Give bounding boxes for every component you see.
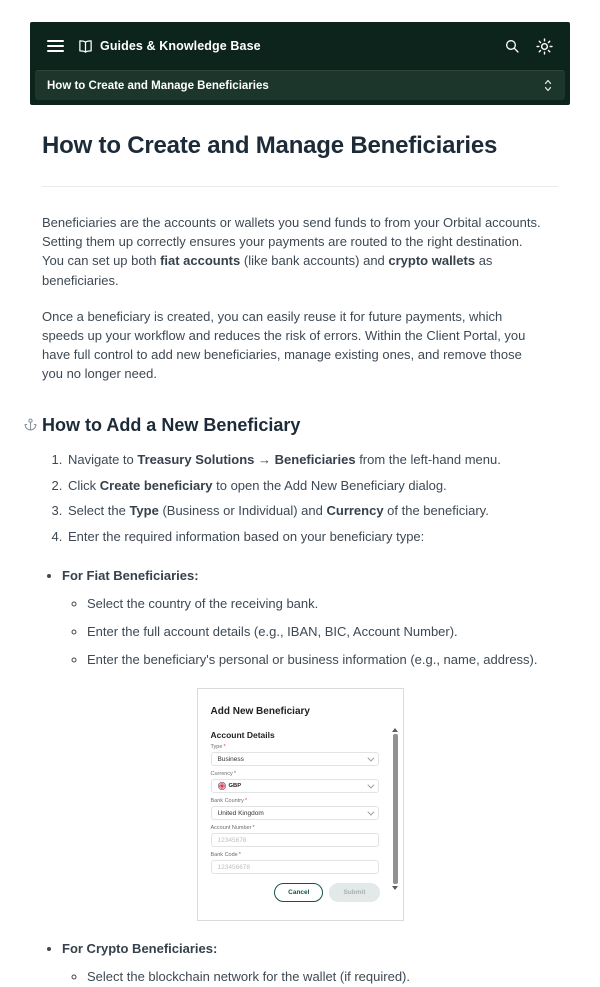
hamburger-icon [47,40,64,52]
page-selector-label: How to Create and Manage Beneficiaries [47,79,269,92]
field-account-number [211,825,390,847]
step-item: 1. Navigate to Treasury Solutions → Beneficiaries from the left-hand menu. [66,451,558,470]
add-beneficiary-dialog [198,689,403,920]
currency-select: GBP [211,779,379,793]
app-header [30,22,570,105]
bank-country-select: United Kingdom [211,806,379,820]
fiat-beneficiaries-list [42,567,558,669]
list-item: ◦ Select the country of the receiving bank. [87,595,558,614]
field-label: Bank Code [210,852,238,859]
page-title: How to Create and Manage Beneficiaries [42,132,498,159]
section-heading-text: How to Add a New Beneficiary [42,414,301,435]
crypto-label: For Crypto Beneficiaries: [62,941,218,957]
scroll-up-icon [392,728,398,732]
required-mark: * [244,798,247,805]
type-select: Business [211,752,379,766]
book-icon [78,40,93,53]
page-selector[interactable] [35,70,565,100]
scroll-down-icon [392,886,398,890]
list-item [62,567,558,669]
app-title: Guides & Knowledge Base [100,39,261,53]
theme-toggle-button[interactable] [536,38,553,55]
list-item: ◦ Enter the beneficiary's personal or business information (e.g., name, address). [87,651,558,670]
field-label: Type [210,744,223,751]
dialog-screenshot-image [197,688,404,921]
search-button[interactable] [504,38,520,54]
uk-flag-icon [218,782,226,790]
required-mark: * [238,852,241,859]
required-mark: * [223,744,226,751]
chevron-down-icon [367,781,374,788]
divider [42,186,558,187]
step-item: 4. Enter the required information based on your beneficiary type: [66,528,558,547]
steps-list [42,451,558,547]
submit-button: Submit [329,883,379,902]
chevron-down-icon [367,754,374,761]
field-label: Currency [210,771,233,778]
article [0,132,600,987]
step-item: 2. Click Create beneficiary to open the Add New Beneficiary dialog. [66,477,558,496]
list-item [62,940,558,987]
dialog-actions [211,883,390,902]
crypto-beneficiaries-list [42,940,558,987]
intro-paragraph-2: Once a beneficiary is created, you can easily reuse it for future payments, which speeds up your workflow and reduces the risk of errors. Within the Client Portal, you have full control to add new beneficiaries, manage existing ones, and remove those you no longer need. [42,308,526,382]
section-heading [42,415,558,436]
search-icon [504,38,520,54]
required-mark: * [252,825,255,832]
sun-icon [536,38,553,55]
bank-code-input: 123456678 [211,860,379,874]
list-item: ◦ Enter the full account details (e.g., IBAN, BIC, Account Number). [87,623,558,642]
fiat-label: For Fiat Beneficiaries: [62,568,199,584]
required-mark: * [233,771,236,778]
step-item: 3. Select the Type (Business or Individual) and Currency of the beneficiary. [66,502,558,521]
anchor-icon[interactable] [24,418,37,431]
chevron-down-icon [367,808,374,815]
menu-button[interactable] [47,40,64,52]
account-number-input: 12345678 [211,833,379,847]
field-label: Account Number [210,825,252,832]
field-currency [211,771,390,793]
cancel-button: Cancel [274,883,323,902]
list-item: ◦ Select the blockchain network for the wallet (if required). [87,968,558,987]
app-title-group [78,39,261,53]
field-bank-country [211,798,390,820]
dialog-section-title: Account Details [210,730,275,741]
field-label: Bank Country [210,798,244,805]
scrollbar-thumb [393,734,398,884]
dialog-title: Add New Beneficiary [210,706,310,718]
dialog-scrollbar [392,728,399,890]
field-bank-code [211,852,390,874]
header-top-bar [30,22,570,70]
field-type [211,744,390,766]
intro-paragraph-1: Beneficiaries are the accounts or wallets you send funds to from your Orbital accounts. Setting them up correctly ensures your payments are routed to the right destination. You can set up both fiat accounts (like bank accounts) and crypto wallets as beneficiaries. [42,214,541,288]
chevron-updown-icon [543,79,553,92]
